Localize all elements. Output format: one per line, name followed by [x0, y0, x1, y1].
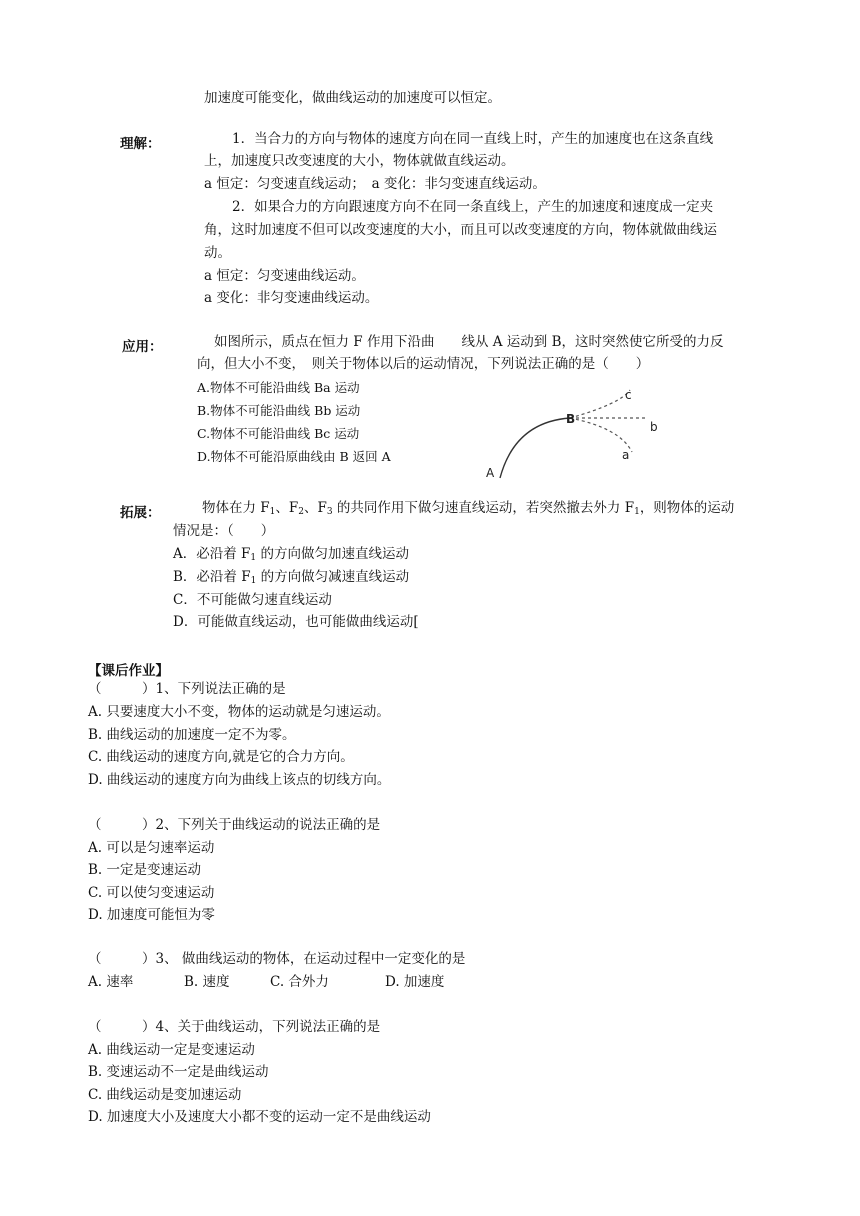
application-question-line: 向，但大小不变， 则关于物体以后的运动情况，下列说法正确的是（ ）	[197, 356, 650, 372]
q4-option: D. 加速度大小及速度大小都不变的运动一定不是曲线运动	[88, 1109, 431, 1125]
q4-option: A. 曲线运动一定是变速运动	[88, 1042, 255, 1058]
q2-option: C. 可以使匀变速运动	[88, 885, 215, 901]
extension-option-a: A．必沿着 $F_1$ 的方向做匀加速直线运动	[173, 546, 409, 563]
q1-option: D. 曲线运动的速度方向为曲线上该点的切线方向。	[88, 772, 391, 788]
curve-bc	[570, 390, 630, 418]
q2-option: D. 加速度可能恒为零	[88, 907, 215, 923]
understanding-line: 上，加速度只改变速度的大小，物体就做直线运动。	[204, 153, 515, 169]
extension-label: 拓展：	[120, 505, 161, 521]
understanding-line: 1．当合力的方向与物体的速度方向在同一直线上时，产生的加速度也在这条直线	[232, 131, 714, 147]
point-a-label: A	[486, 466, 495, 480]
understanding-line: 2．如果合力的方向跟速度方向不在同一条直线上，产生的加速度和速度成一定夹	[232, 199, 714, 215]
extension-option-b: B．必沿着 $F_1$ 的方向做匀减速直线运动	[173, 569, 410, 586]
branch-c-label: c	[625, 388, 632, 402]
q2-option: B. 一定是变速运动	[88, 862, 202, 878]
application-option-a: A.物体不可能沿曲线 Ba 运动	[197, 380, 360, 395]
intro-line: 加速度可能变化，做曲线运动的加速度可以恒定。	[204, 90, 501, 106]
q1-option: B. 曲线运动的加速度一定不为零。	[88, 727, 296, 743]
application-question-line: 如图所示，质点在恒力 F 作用下沿曲 线从 A 运动到 B，这时突然使它所受的力反	[214, 334, 724, 350]
q3-stem: （ ）3、 做曲线运动的物体，在运动过程中一定变化的是	[88, 951, 466, 967]
trajectory-figure	[470, 380, 670, 485]
application-option-d: D.物体不可能沿原曲线由 B 返回 A	[197, 449, 391, 464]
understanding-line: a 恒定：匀变速直线运动； a 变化：非匀变速直线运动。	[204, 176, 546, 192]
understanding-label: 理解：	[120, 136, 161, 152]
q3-option: C. 合外力	[270, 974, 329, 990]
extension-option-c: C．不可能做匀速直线运动	[173, 592, 332, 608]
application-option-c: C.物体不可能沿曲线 Bc 运动	[197, 426, 360, 441]
q4-stem: （ ）4、关于曲线运动，下列说法正确的是	[88, 1019, 381, 1035]
q2-option: A. 可以是匀速率运动	[88, 840, 215, 856]
q4-option: C. 曲线运动是变加速运动	[88, 1087, 242, 1103]
q1-option: C. 曲线运动的速度方向,就是它的合力方向。	[88, 749, 354, 765]
understanding-line: a 恒定：匀变速曲线运动。	[204, 268, 365, 284]
point-b-label: B	[566, 412, 576, 426]
q2-stem: （ ）2、下列关于曲线运动的说法正确的是	[88, 817, 381, 833]
branch-b-label: b	[650, 420, 658, 434]
q1-option: A. 只要速度大小不变，物体的运动就是匀速运动。	[88, 704, 390, 720]
homework-heading: 【课后作业】	[88, 663, 169, 679]
extension-question-line: 物体在力 $F_1$、$F_2$、$F_3$ 的共同作用下做匀速直线运动，若突然撤去外力 $F_1$，则物体的运动	[202, 500, 735, 517]
q1-stem: （ ）1、下列说法正确的是	[88, 681, 286, 697]
q3-option: B. 速度	[184, 974, 230, 990]
q4-option: B. 变速运动不一定是曲线运动	[88, 1064, 269, 1080]
q3-option: D. 加速度	[385, 974, 445, 990]
understanding-line: 动。	[204, 245, 231, 261]
application-label: 应用：	[122, 339, 163, 355]
application-option-b: B.物体不可能沿曲线 Bb 运动	[197, 403, 361, 418]
understanding-line: a 变化：非匀变速曲线运动。	[204, 290, 379, 306]
curve-ba	[570, 418, 632, 452]
branch-a-label: a	[622, 448, 630, 462]
understanding-line: 角，这时加速度不但可以改变速度的大小，而且可以改变速度的方向，物体就做曲线运	[204, 222, 717, 238]
q3-option: A. 速率	[88, 974, 134, 990]
curve-a-to-b	[500, 418, 570, 478]
extension-option-d: D．可能做直线运动，也可能做曲线运动[	[173, 614, 419, 630]
extension-question-line: 情况是：（ ）	[173, 523, 275, 539]
